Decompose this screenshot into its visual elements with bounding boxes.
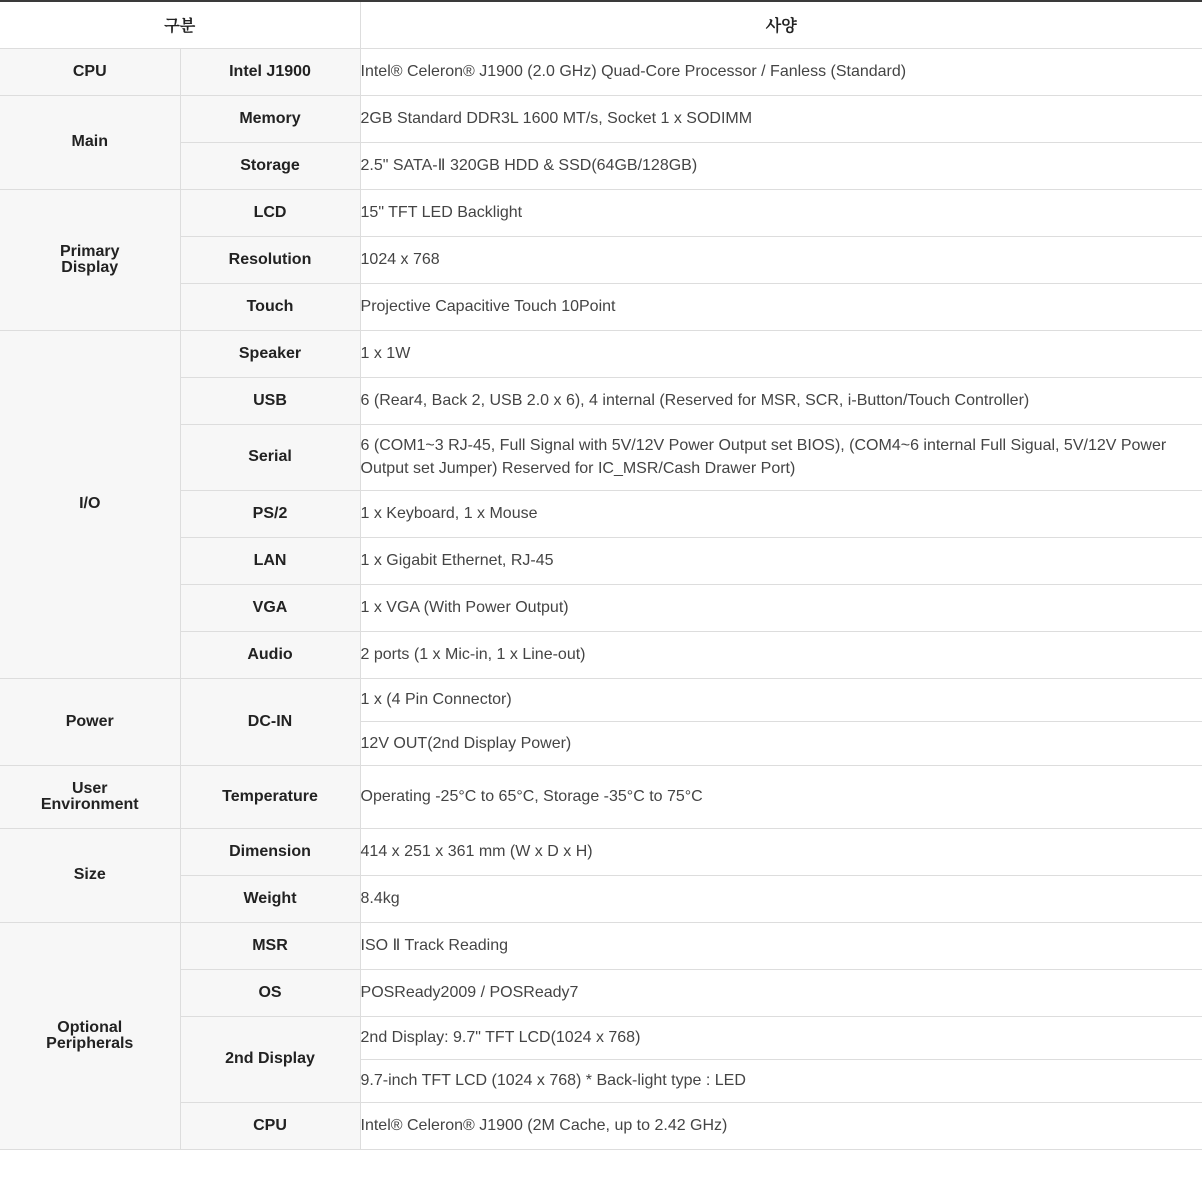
table-row [0, 828, 1202, 875]
value-serial: 6 (COM1~3 RJ-45, Full Signal with 5V/12V Power Output set BIOS), (COM4~6 internal Full Sigual, 5V/12V Power Output set Jumper) Reserved for IC_MSR/Cash Drawer Port) [360, 424, 1202, 490]
table-row [0, 584, 1202, 631]
table-row [0, 490, 1202, 537]
item-msr: MSR [180, 922, 360, 969]
table-row [0, 189, 1202, 236]
category-primary-display [0, 189, 180, 330]
table-row [0, 875, 1202, 922]
category-user-environment [0, 765, 180, 828]
item-lcd: LCD [180, 189, 360, 236]
category-io: I/O [0, 330, 180, 678]
item-temperature: Temperature [180, 765, 360, 828]
category-power: Power [0, 678, 180, 765]
value-ps2: 1 x Keyboard, 1 x Mouse [360, 490, 1202, 537]
value-2nd-display-2: 9.7-inch TFT LCD (1024 x 768) * Back-light type : LED [360, 1059, 1202, 1102]
category-size: Size [0, 828, 180, 922]
category-label-line: Environment [40, 795, 139, 813]
table-row [0, 283, 1202, 330]
category-label-line: Display [61, 258, 119, 276]
category-label-line: Primary [59, 242, 120, 260]
category-main: Main [0, 95, 180, 189]
table-row [0, 236, 1202, 283]
item-dc-in: DC-IN [180, 678, 360, 765]
item-lan: LAN [180, 537, 360, 584]
value-memory: 2GB Standard DDR3L 1600 MT/s, Socket 1 x SODIMM [360, 95, 1202, 142]
value-storage: 2.5" SATA-Ⅱ 320GB HDD & SSD(64GB/128GB) [360, 142, 1202, 189]
table-row [0, 424, 1202, 490]
value-dc-in-1: 1 x (4 Pin Connector) [360, 678, 1202, 721]
table-row [0, 48, 1202, 95]
value-lan: 1 x Gigabit Ethernet, RJ-45 [360, 537, 1202, 584]
table-row [0, 330, 1202, 377]
item-speaker: Speaker [180, 330, 360, 377]
table-row [0, 765, 1202, 828]
category-label-line: Peripherals [46, 1034, 134, 1052]
item-usb: USB [180, 377, 360, 424]
item-weight: Weight [180, 875, 360, 922]
category-label-line: User [71, 779, 108, 797]
table-row [0, 678, 1202, 721]
table-row [0, 631, 1202, 678]
category-optional-peripherals [0, 922, 180, 1149]
value-touch: Projective Capacitive Touch 10Point [360, 283, 1202, 330]
item-2nd-display: 2nd Display [180, 1016, 360, 1102]
category-cpu: CPU [0, 48, 180, 95]
value-temperature: Operating -25°C to 65°C, Storage -35°C to 75°C [360, 765, 1202, 828]
value-weight: 8.4kg [360, 875, 1202, 922]
value-audio: 2 ports (1 x Mic-in, 1 x Line-out) [360, 631, 1202, 678]
value-cpu: Intel® Celeron® J1900 (2.0 GHz) Quad-Core Processor / Fanless (Standard) [360, 48, 1202, 95]
category-label-line: Optional [57, 1018, 123, 1036]
item-memory: Memory [180, 95, 360, 142]
table-row [0, 537, 1202, 584]
table-row [0, 95, 1202, 142]
table-row [0, 969, 1202, 1016]
value-optional-cpu: Intel® Celeron® J1900 (2M Cache, up to 2.42 GHz) [360, 1102, 1202, 1149]
item-serial: Serial [180, 424, 360, 490]
value-lcd: 15" TFT LED Backlight [360, 189, 1202, 236]
item-vga: VGA [180, 584, 360, 631]
item-dimension: Dimension [180, 828, 360, 875]
item-resolution: Resolution [180, 236, 360, 283]
table-row [0, 1102, 1202, 1149]
table-row [0, 922, 1202, 969]
item-os: OS [180, 969, 360, 1016]
table-row [0, 1016, 1202, 1059]
value-os: POSReady2009 / POSReady7 [360, 969, 1202, 1016]
item-ps2: PS/2 [180, 490, 360, 537]
value-speaker: 1 x 1W [360, 330, 1202, 377]
value-dimension: 414 x 251 x 361 mm (W x D x H) [360, 828, 1202, 875]
value-vga: 1 x VGA (With Power Output) [360, 584, 1202, 631]
item-storage: Storage [180, 142, 360, 189]
value-dc-in-2: 12V OUT(2nd Display Power) [360, 721, 1202, 765]
item-audio: Audio [180, 631, 360, 678]
value-msr: ISO Ⅱ Track Reading [360, 922, 1202, 969]
item-touch: Touch [180, 283, 360, 330]
header-category: 구분 [0, 1, 360, 48]
value-2nd-display-1: 2nd Display: 9.7" TFT LCD(1024 x 768) [360, 1016, 1202, 1059]
table-row [0, 377, 1202, 424]
value-resolution: 1024 x 768 [360, 236, 1202, 283]
header-spec: 사양 [360, 1, 1202, 48]
item-optional-cpu: CPU [180, 1102, 360, 1149]
value-usb: 6 (Rear4, Back 2, USB 2.0 x 6), 4 internal (Reserved for MSR, SCR, i-Button/Touch Controller) [360, 377, 1202, 424]
table-row [0, 142, 1202, 189]
item-intel-j1900: Intel J1900 [180, 48, 360, 95]
